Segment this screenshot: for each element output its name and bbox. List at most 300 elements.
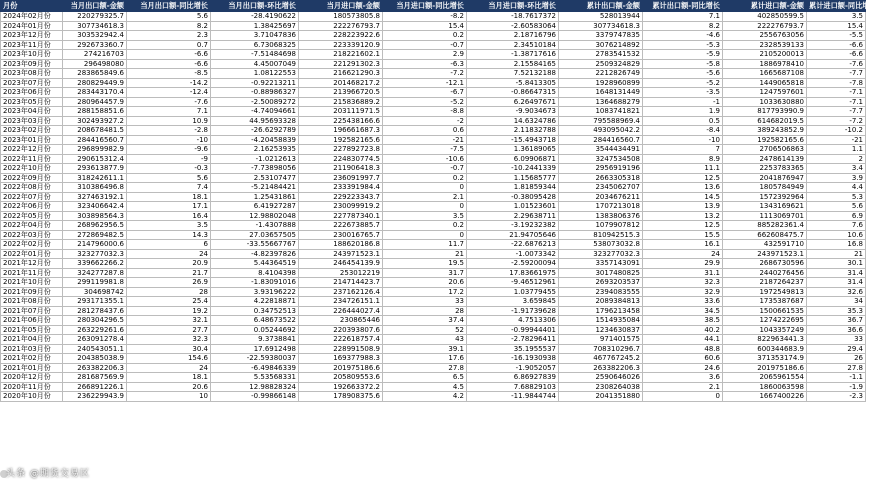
value-cell: 2308264038 <box>559 382 643 392</box>
table-row <box>1 335 866 345</box>
value-cell: 32.3 <box>127 335 211 345</box>
month-cell: 2021年12月份 <box>1 259 63 269</box>
value-cell: -5.5 <box>807 31 866 41</box>
value-cell: 7 <box>643 145 723 155</box>
value-cell: 208678481.5 <box>63 126 127 136</box>
value-cell: 0 <box>383 202 467 212</box>
value-cell: 292673360.7 <box>63 40 127 50</box>
month-cell: 2023年04月份 <box>1 107 63 117</box>
table-row <box>1 221 866 231</box>
value-cell: 8.4104398 <box>211 268 299 278</box>
table-row <box>1 297 866 307</box>
value-cell: 1274222695 <box>723 316 807 326</box>
value-cell: 4.5 <box>383 382 467 392</box>
table-row <box>1 173 866 183</box>
table-row <box>1 31 866 41</box>
value-cell: -2.50089272 <box>211 97 299 107</box>
month-cell: 2022年05月份 <box>1 211 63 221</box>
value-cell: 280304296.5 <box>63 316 127 326</box>
value-cell: 17.6 <box>383 354 467 364</box>
value-cell: -9.9034673 <box>467 107 559 117</box>
value-cell: 3379747835 <box>559 31 643 41</box>
value-cell: 371353174.9 <box>723 354 807 364</box>
value-cell: 17.2 <box>383 287 467 297</box>
value-cell: 216621290.3 <box>299 69 383 79</box>
value-cell: -1.91739628 <box>467 306 559 316</box>
month-cell: 2022年09月份 <box>1 173 63 183</box>
value-cell: 1886978410 <box>723 59 807 69</box>
table-row <box>1 287 866 297</box>
value-cell: 971401575 <box>559 335 643 345</box>
value-cell: -5.21484421 <box>211 183 299 193</box>
value-cell: -0.99944401 <box>467 325 559 335</box>
value-cell: 795588969.4 <box>559 116 643 126</box>
value-cell: 299119981.8 <box>63 278 127 288</box>
value-cell: 236091997.7 <box>299 173 383 183</box>
value-cell: 6.48673522 <box>211 316 299 326</box>
value-cell: 8.2 <box>127 21 211 31</box>
value-cell: 324277287.8 <box>63 268 127 278</box>
value-cell: 7.1 <box>643 12 723 22</box>
table-row <box>1 268 866 278</box>
value-cell: 5.3 <box>807 192 866 202</box>
table-row <box>1 50 866 60</box>
month-cell: 2021年09月份 <box>1 287 63 297</box>
value-cell: -1.38717616 <box>467 50 559 60</box>
value-cell: 296899982.9 <box>63 145 127 155</box>
table-row <box>1 192 866 202</box>
value-cell: -28.4190622 <box>211 12 299 22</box>
value-cell: -6.6 <box>127 50 211 60</box>
value-cell: 2706506863 <box>723 145 807 155</box>
value-cell: -2.60583064 <box>467 21 559 31</box>
month-cell: 2021年08月份 <box>1 297 63 307</box>
value-cell: 323277032.3 <box>559 249 643 259</box>
value-cell: -1.1 <box>807 373 866 383</box>
value-cell: -2.3 <box>807 392 866 402</box>
value-cell: 40.2 <box>643 325 723 335</box>
value-cell: 467767245.2 <box>559 354 643 364</box>
value-cell: 7.52132188 <box>467 69 559 79</box>
value-cell: -6.3 <box>383 59 467 69</box>
value-cell: 266891226.1 <box>63 382 127 392</box>
table-row <box>1 164 866 174</box>
value-cell: 3.659845 <box>467 297 559 307</box>
value-cell: -0.7 <box>383 40 467 50</box>
value-cell: 10 <box>127 392 211 402</box>
value-cell: 29.4 <box>807 344 866 354</box>
value-cell: 31.4 <box>807 278 866 288</box>
value-cell: -4.74094661 <box>211 107 299 117</box>
value-cell: 31.7 <box>383 268 467 278</box>
value-cell: 2.1 <box>643 382 723 392</box>
value-cell: 12.5 <box>643 173 723 183</box>
value-cell: -4.20458839 <box>211 135 299 145</box>
watermark: 头条 @期货交易区 <box>6 469 90 479</box>
value-cell: 230016765.7 <box>299 230 383 240</box>
value-cell: 327463192.1 <box>63 192 127 202</box>
value-cell: 3.5 <box>807 12 866 22</box>
value-cell: -2.59200094 <box>467 259 559 269</box>
value-cell: 14.5 <box>643 192 723 202</box>
value-cell: 3.5 <box>383 211 467 221</box>
value-cell: 192582165.6 <box>299 135 383 145</box>
table-row <box>1 354 866 364</box>
table-row <box>1 259 866 269</box>
value-cell: 1572392964 <box>723 192 807 202</box>
value-cell: 402850599.5 <box>723 12 807 22</box>
column-header: 累计进口额-金额 <box>723 1 807 12</box>
value-cell: 2.18716796 <box>467 31 559 41</box>
value-cell: 24.6 <box>643 363 723 373</box>
value-cell: 2440276456 <box>723 268 807 278</box>
table-row <box>1 325 866 335</box>
value-cell: 169377988.3 <box>299 354 383 364</box>
value-cell: 1383806376 <box>559 211 643 221</box>
value-cell: 293171355.1 <box>63 297 127 307</box>
table-row <box>1 392 866 402</box>
value-cell: -7.1 <box>807 88 866 98</box>
value-cell: 2783541532 <box>559 50 643 60</box>
value-cell: 214714423.7 <box>299 278 383 288</box>
value-cell: 27.8 <box>383 363 467 373</box>
value-cell: 253012219 <box>299 268 383 278</box>
value-cell: 32.3 <box>643 278 723 288</box>
value-cell: 36.7 <box>807 316 866 326</box>
value-cell: 4.4 <box>807 183 866 193</box>
value-cell: -10.2441339 <box>467 164 559 174</box>
table-header <box>1 1 877 12</box>
month-cell: 2023年02月份 <box>1 126 63 136</box>
month-cell: 2021年03月份 <box>1 344 63 354</box>
value-cell: 9.3738841 <box>211 335 299 345</box>
value-cell: 60.6 <box>643 354 723 364</box>
value-cell: -5.8413305 <box>467 78 559 88</box>
value-cell: 230099919.2 <box>299 202 383 212</box>
value-cell: 34 <box>807 297 866 307</box>
value-cell: 27.7 <box>127 325 211 335</box>
table-row <box>1 126 866 136</box>
value-cell: 3.5 <box>127 221 211 231</box>
value-cell: 33 <box>383 297 467 307</box>
value-cell: 1928960899 <box>559 78 643 88</box>
value-cell: 1083741821 <box>559 107 643 117</box>
value-cell: 26 <box>807 354 866 364</box>
value-cell: -1.9 <box>807 382 866 392</box>
value-cell: 284416560.7 <box>559 135 643 145</box>
value-cell: 1667400226 <box>723 392 807 402</box>
value-cell: 24 <box>127 249 211 259</box>
value-cell: 32.6 <box>807 287 866 297</box>
value-cell: 1.1 <box>807 145 866 155</box>
value-cell: 310386496.8 <box>63 183 127 193</box>
value-cell: 3076214892 <box>559 40 643 50</box>
value-cell: -9 <box>127 154 211 164</box>
value-cell: 52 <box>383 325 467 335</box>
table-row <box>1 40 866 50</box>
value-cell: 0 <box>643 392 723 402</box>
table-row <box>1 21 866 31</box>
column-header: 累计进口额-同比增长 <box>807 1 866 12</box>
value-cell: 180573805.8 <box>299 12 383 22</box>
value-cell: 2478614139 <box>723 154 807 164</box>
value-cell: 13.6 <box>643 183 723 193</box>
value-cell: 225438166.6 <box>299 116 383 126</box>
value-cell: 0.05244692 <box>211 325 299 335</box>
value-cell: 21.7 <box>127 268 211 278</box>
value-cell: 20.6 <box>127 382 211 392</box>
value-cell: 4.2 <box>383 392 467 402</box>
value-cell: 296498080 <box>63 59 127 69</box>
value-cell: 2.1 <box>383 192 467 202</box>
value-cell: 1.25431861 <box>211 192 299 202</box>
value-cell: 18.1 <box>127 192 211 202</box>
table-row <box>1 88 866 98</box>
value-cell: -18.7617372 <box>467 12 559 22</box>
table-body <box>1 12 866 402</box>
value-cell: 0 <box>383 183 467 193</box>
value-cell: -7.1 <box>807 97 866 107</box>
value-cell: -2.78296411 <box>467 335 559 345</box>
value-cell: 13.9 <box>643 202 723 212</box>
value-cell: -7.8 <box>807 78 866 88</box>
column-header: 累计出口额-金额 <box>559 1 643 12</box>
value-cell: 30.1 <box>807 259 866 269</box>
value-cell: 303898564.3 <box>63 211 127 221</box>
value-cell: 274216703 <box>63 50 127 60</box>
value-cell: -12.4 <box>127 88 211 98</box>
value-cell: 220279325.7 <box>63 12 127 22</box>
value-cell: 614682019.5 <box>723 116 807 126</box>
value-cell: 1234630837 <box>559 325 643 335</box>
value-cell: 2663305318 <box>559 173 643 183</box>
table-row <box>1 240 866 250</box>
value-cell: 2034676211 <box>559 192 643 202</box>
table-row <box>1 278 866 288</box>
value-cell: -2 <box>383 116 467 126</box>
value-cell: 2.15584165 <box>467 59 559 69</box>
value-cell: 230865446 <box>299 316 383 326</box>
value-cell: 12.98802048 <box>211 211 299 221</box>
value-cell: 2065961554 <box>723 373 807 383</box>
value-cell: 1.38425697 <box>211 21 299 31</box>
value-cell: 1665687108 <box>723 69 807 79</box>
value-cell: 243971523.1 <box>723 249 807 259</box>
month-cell: 2024年02月份 <box>1 12 63 22</box>
column-header: 当月出口额-环比增长 <box>211 1 299 12</box>
column-header: 当月出口额-同比增长 <box>127 1 211 12</box>
value-cell: 11.1 <box>643 164 723 174</box>
value-cell: 234726151.1 <box>299 297 383 307</box>
value-cell: 1364688279 <box>559 97 643 107</box>
value-cell: 600344683.9 <box>723 344 807 354</box>
value-cell: 1.03779455 <box>467 287 559 297</box>
value-cell: 885282361.4 <box>723 221 807 231</box>
value-cell: 14.3 <box>127 230 211 240</box>
value-cell: 2187264237 <box>723 278 807 288</box>
value-cell: 35.3 <box>807 306 866 316</box>
value-cell: -6.49846339 <box>211 363 299 373</box>
value-cell: 233391984.4 <box>299 183 383 193</box>
value-cell: 34.5 <box>643 306 723 316</box>
value-cell: 32.1 <box>127 316 211 326</box>
value-cell: -22.59380037 <box>211 354 299 364</box>
value-cell: 1033630880 <box>723 97 807 107</box>
value-cell: 19.5 <box>383 259 467 269</box>
month-cell: 2021年07月份 <box>1 306 63 316</box>
value-cell: 17.83661975 <box>467 268 559 278</box>
value-cell: 268962956.5 <box>63 221 127 231</box>
value-cell: 2253783365 <box>723 164 807 174</box>
month-cell: 2022年11月份 <box>1 154 63 164</box>
value-cell: 228991508.9 <box>299 344 383 354</box>
value-cell: 0 <box>383 230 467 240</box>
value-cell: 0.7 <box>127 40 211 50</box>
value-cell: 2345062707 <box>559 183 643 193</box>
value-cell: -5.3 <box>643 40 723 50</box>
value-cell: 1972549813 <box>723 287 807 297</box>
value-cell: -0.92213211 <box>211 78 299 88</box>
value-cell: 25.4 <box>127 297 211 307</box>
value-cell: 220393807.6 <box>299 325 383 335</box>
month-cell: 2022年04月份 <box>1 221 63 231</box>
value-cell: 5.6 <box>807 202 866 212</box>
month-cell: 2023年08月份 <box>1 69 63 79</box>
value-cell: 0.2 <box>383 31 467 41</box>
value-cell: 221291302.3 <box>299 59 383 69</box>
value-cell: 2105200013 <box>723 50 807 60</box>
value-cell: 21.94705646 <box>467 230 559 240</box>
value-cell: -5.6 <box>643 69 723 79</box>
value-cell: 236229943.9 <box>63 392 127 402</box>
value-cell: 6.86927839 <box>467 373 559 383</box>
value-cell: 280829449.9 <box>63 78 127 88</box>
header-row <box>1 1 866 12</box>
value-cell: -4.6 <box>643 31 723 41</box>
value-cell: 10.6 <box>807 230 866 240</box>
value-cell: 817793990.9 <box>723 107 807 117</box>
value-cell: 8.2 <box>643 21 723 31</box>
value-cell: 154.6 <box>127 354 211 364</box>
table-row <box>1 135 866 145</box>
value-cell: 224830774.5 <box>299 154 383 164</box>
value-cell: 1805784949 <box>723 183 807 193</box>
value-cell: 272869482.5 <box>63 230 127 240</box>
value-cell: 6.09906871 <box>467 154 559 164</box>
value-cell: -0.38095428 <box>467 192 559 202</box>
value-cell: 201468217.2 <box>299 78 383 88</box>
value-cell: 27.8 <box>807 363 866 373</box>
month-cell: 2023年06月份 <box>1 88 63 98</box>
value-cell: 1079907812 <box>559 221 643 231</box>
value-cell: 7.6 <box>807 221 866 231</box>
value-cell: 662608475.7 <box>723 230 807 240</box>
value-cell: 215836889.2 <box>299 97 383 107</box>
value-cell: 192663372.2 <box>299 382 383 392</box>
month-cell: 2021年06月份 <box>1 316 63 326</box>
value-cell: 7.1 <box>127 107 211 117</box>
month-cell: 2022年07月份 <box>1 192 63 202</box>
value-cell: 1796213458 <box>559 306 643 316</box>
value-cell: -8.4 <box>643 126 723 136</box>
value-cell: 38.5 <box>643 316 723 326</box>
value-cell: 19.2 <box>127 306 211 316</box>
value-cell: 3.6 <box>643 373 723 383</box>
value-cell: 307734618.3 <box>63 21 127 31</box>
value-cell: 201975186.6 <box>723 363 807 373</box>
value-cell: 243971523.1 <box>299 249 383 259</box>
table-row <box>1 12 866 22</box>
value-cell: 303532942.4 <box>63 31 127 41</box>
value-cell: 201975186.6 <box>299 363 383 373</box>
table-row <box>1 382 866 392</box>
value-cell: 0.6 <box>383 126 467 136</box>
value-cell: 5.53568331 <box>211 373 299 383</box>
value-cell: -10 <box>127 135 211 145</box>
value-cell: -0.86647315 <box>467 88 559 98</box>
value-cell: 6.9 <box>807 211 866 221</box>
value-cell: -21 <box>807 135 866 145</box>
value-cell: 4.22818871 <box>211 297 299 307</box>
value-cell: 1514935084 <box>559 316 643 326</box>
value-cell: 318242611.1 <box>63 173 127 183</box>
value-cell: 2041876947 <box>723 173 807 183</box>
value-cell: 20.9 <box>127 259 211 269</box>
value-cell: 44.1 <box>643 335 723 345</box>
table-row <box>1 183 866 193</box>
value-cell: 281278437.6 <box>63 306 127 316</box>
value-cell: 222276793.7 <box>299 21 383 31</box>
value-cell: 1.01523601 <box>467 202 559 212</box>
value-cell: -7.6 <box>127 97 211 107</box>
value-cell: 3.93196222 <box>211 287 299 297</box>
month-cell: 2023年11月份 <box>1 40 63 50</box>
value-cell: 0.34752513 <box>211 306 299 316</box>
month-cell: 2022年06月份 <box>1 202 63 212</box>
value-cell: -1 <box>643 97 723 107</box>
value-cell: 246454139.9 <box>299 259 383 269</box>
value-cell: 263382206.3 <box>63 363 127 373</box>
month-cell: 2022年12月份 <box>1 145 63 155</box>
value-cell: -2.8 <box>127 126 211 136</box>
value-cell: 26.9 <box>127 278 211 288</box>
value-cell: 218221602.1 <box>299 50 383 60</box>
value-cell: 2.16253935 <box>211 145 299 155</box>
value-cell: 5.6 <box>127 173 211 183</box>
month-cell: 2021年10月份 <box>1 278 63 288</box>
value-cell: 4.7513306 <box>467 316 559 326</box>
value-cell: 2.34510184 <box>467 40 559 50</box>
month-cell: 2022年03月份 <box>1 230 63 240</box>
value-cell: 222276793.7 <box>723 21 807 31</box>
value-cell: -5.8 <box>643 59 723 69</box>
value-cell: 3.71047836 <box>211 31 299 41</box>
value-cell: -7.6 <box>807 59 866 69</box>
month-cell: 2023年01月份 <box>1 135 63 145</box>
value-cell: 2394083555 <box>559 287 643 297</box>
value-cell: 205809553.6 <box>299 373 383 383</box>
value-cell: 3017480825 <box>559 268 643 278</box>
value-cell: 283865849.6 <box>63 69 127 79</box>
value-cell: 2.29638711 <box>467 211 559 221</box>
table-row <box>1 211 866 221</box>
value-cell: 228223922.6 <box>299 31 383 41</box>
value-cell: 280964457.9 <box>63 97 127 107</box>
value-cell: 6.5 <box>383 373 467 383</box>
value-cell: 12.5 <box>643 221 723 231</box>
column-header: 当月进口额-同比增长 <box>383 1 467 12</box>
value-cell: -0.7 <box>383 164 467 174</box>
